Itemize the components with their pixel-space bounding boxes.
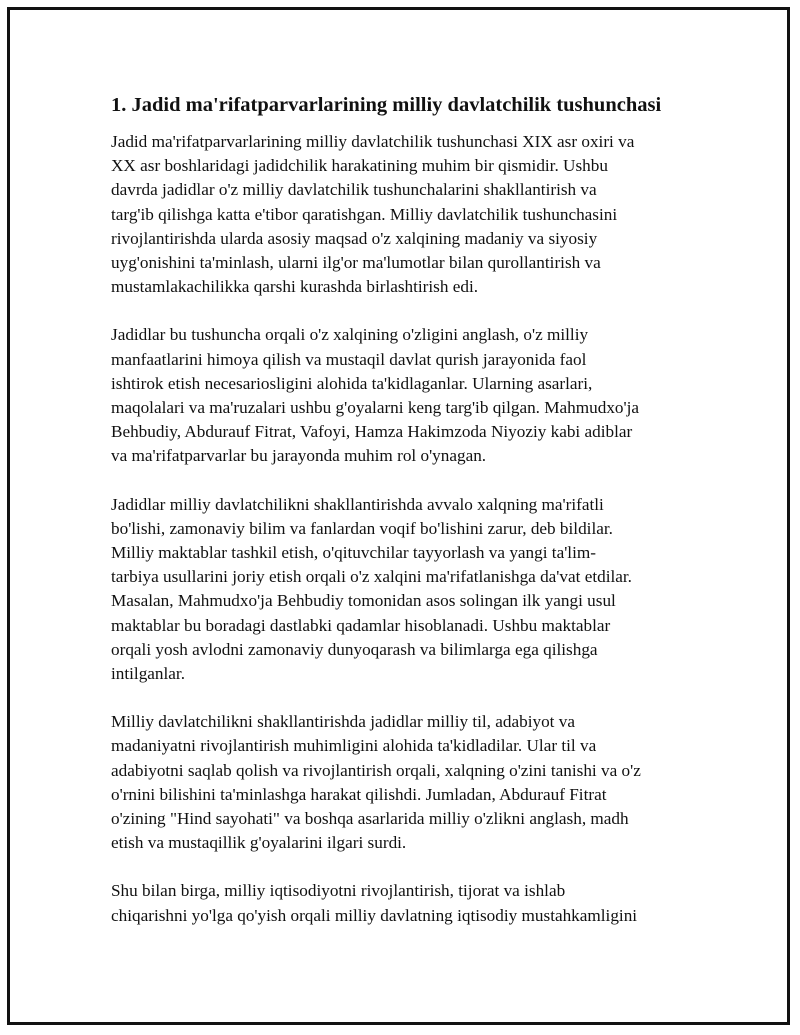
- document-content: [111, 90, 691, 952]
- document-title: 1. Jadid ma'rifatparvarlarining milliy davlatchilik tushunchasi: [111, 94, 662, 116]
- paragraph-1: [111, 130, 691, 299]
- text-line: Masalan, Mahmudxo'ja Behbudiy tomonidan asos solingan ilk yangi usul: [111, 591, 616, 611]
- paragraph-2: [111, 323, 691, 468]
- text-line: manfaatlarini himoya qilish va mustaqil davlat qurish jarayonida faol: [111, 349, 587, 369]
- text-line: mustamlakachilikka qarshi kurashda birlashtirish edi.: [111, 277, 479, 297]
- text-line: davrda jadidlar o'z milliy davlatchilik tushunchalarini shakllantirish va: [111, 180, 597, 200]
- text-line: adabiyotni saqlab qolish va rivojlantirish orqali, xalqning o'zini tanishi va o'z: [111, 760, 641, 780]
- paragraph-4: [111, 710, 691, 855]
- text-line: rivojlantirishda ularda asosiy maqsad o'z xalqining madaniy va siyosiy: [111, 228, 598, 248]
- text-line: Jadidlar milliy davlatchilikni shakllantirishda avvalo xalqning ma'rifatli: [111, 494, 604, 514]
- text-line: maqolalari va ma'ruzalari ushbu g'oyalarni keng targ'ib qilgan. Mahmudxo'ja: [111, 398, 640, 418]
- text-line: Jadid ma'rifatparvarlarining milliy davlatchilik tushunchasi XIX asr oxiri va: [111, 132, 635, 151]
- text-line: o'rnini bilishini ta'minlashga harakat qilishdi. Jumladan, Abdurauf Fitrat: [111, 784, 607, 804]
- text-line: chiqarishni yo'lga qo'yish orqali milliy davlatning iqtisodiy mustahkamligini: [111, 905, 638, 925]
- text-line: intilganlar.: [111, 664, 185, 684]
- text-line: Shu bilan birga, milliy iqtisodiyotni rivojlantirish, tijorat va ishlab: [111, 881, 566, 901]
- text-line: Milliy davlatchilikni shakllantirishda jadidlar milliy til, adabiyot va: [111, 712, 575, 732]
- text-line: etish va mustaqillik g'oyalarini ilgari surdi.: [111, 833, 407, 853]
- text-line: o'zining "Hind sayohati" va boshqa asarlarida milliy o'zlikni anglash, madh: [111, 809, 629, 829]
- text-line: maktablar bu boradagi dastlabki qadamlar hisoblanadi. Ushbu maktablar: [111, 615, 611, 635]
- text-line: va ma'rifatparvarlar bu jarayonda muhim rol o'ynagan.: [111, 446, 487, 466]
- text-line: tarbiya usullarini joriy etish orqali o'z xalqini ma'rifatlanishga da'vat etdilar.: [111, 567, 632, 587]
- text-line: targ'ib qilishga katta e'tibor qaratishgan. Milliy davlatchilik tushunchasini: [111, 204, 618, 224]
- text-line: bo'lishi, zamonaviy bilim va fanlardan voqif bo'lishini zarur, deb bildilar.: [111, 518, 613, 538]
- text-line: orqali yosh avlodni zamonaviy dunyoqarash va bilimlarga ega qilishga: [111, 639, 598, 659]
- paragraph-5: [111, 879, 691, 927]
- paragraph-3: [111, 493, 691, 687]
- text-line: Jadidlar bu tushuncha orqali o'z xalqining o'zligini anglash, o'z milliy: [111, 325, 589, 345]
- text-line: Milliy maktablar tashkil etish, o'qituvchilar tayyorlash va yangi ta'lim-: [111, 543, 596, 563]
- text-line: uyg'onishini ta'minlash, ularni ilg'or ma'lumotlar bilan qurollantirish va: [111, 253, 601, 273]
- text-line: madaniyatni rivojlantirish muhimligini alohida ta'kidladilar. Ular til va: [111, 736, 597, 756]
- text-line: Behbudiy, Abdurauf Fitrat, Vafoyi, Hamza Hakimzoda Niyoziy kabi adiblar: [111, 422, 633, 442]
- text-line: XX asr boshlaridagi jadidchilik harakatining muhim bir qismidir. Ushbu: [111, 156, 608, 176]
- text-line: ishtirok etish necesariosligini alohida ta'kidlaganlar. Ularning asarlari,: [111, 373, 593, 393]
